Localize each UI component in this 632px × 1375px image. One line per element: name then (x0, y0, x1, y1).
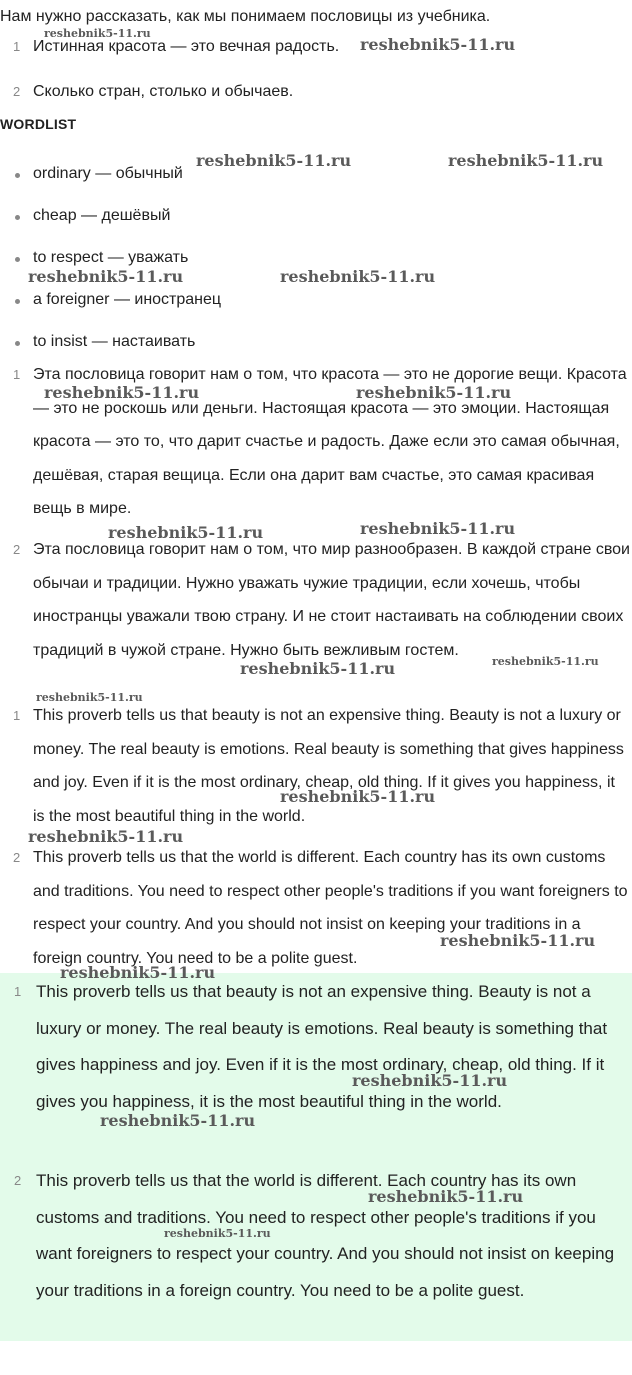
proverb-list (0, 27, 632, 108)
answer-item (0, 533, 632, 667)
bullet-icon (15, 341, 20, 346)
watermark: reshebnik5-11.ru (448, 151, 604, 170)
english-answer-list (0, 699, 632, 833)
highlighted-answer-list (0, 974, 632, 1120)
highlighted-answer-list (0, 1163, 632, 1309)
intro-text: Нам нужно рассказать, как мы понимаем пословицы из учебника. (0, 8, 491, 25)
item-number: 1 (14, 984, 22, 999)
watermark: reshebnik5-11.ru (44, 27, 151, 40)
bullet-icon (15, 257, 20, 262)
watermark: reshebnik5-11.ru (28, 267, 184, 286)
watermark: reshebnik5-11.ru (28, 827, 184, 846)
answer-text: This proverb tells us that beauty is not an expensive thing. Beauty is not a luxury or money. The real beauty is emotions. Real beauty is something that gives happiness and joy. Even if it is the most ordinary, cheap, old thing. If it gives you happiness, it is the most beautiful thing in the world. (36, 982, 608, 1111)
bullet-icon (15, 215, 20, 220)
watermark: reshebnik5-11.ru (492, 655, 599, 668)
answer-item (0, 699, 632, 833)
wordlist-text: to respect — уважать (33, 249, 189, 266)
item-number: 2 (13, 850, 21, 865)
watermark: reshebnik5-11.ru (100, 1111, 256, 1130)
wordlist-text: a foreigner — иностранец (33, 291, 222, 308)
watermark: reshebnik5-11.ru (280, 267, 436, 286)
item-number: 2 (14, 1173, 22, 1188)
watermark: reshebnik5-11.ru (440, 931, 596, 950)
wordlist-item (0, 282, 632, 324)
answer-text: This proverb tells us that beauty is not an expensive thing. Beauty is not a luxury or money. The real beauty is emotions. Real beauty is something that gives happiness and joy. Even if it is the most ordinary, cheap, old thing. If it gives you happiness, it is the most beautiful thing in the world. (33, 707, 624, 825)
answer-text: This proverb tells us that the world is different. Each country has its own customs and traditions. You need to respect other people's traditions if you want foreigners to respect your country. And you should not insist on keeping your traditions in a foreign country. You need to be a polite guest. (36, 1171, 615, 1300)
wordlist-item (0, 198, 632, 240)
watermark: reshebnik5-11.ru (36, 691, 143, 704)
answer-text: Эта пословица говорит нам о том, что мир разнообразен. В каждой стране свои обычаи и традиции. Нужно уважать чужие традиции, если хочешь, чтобы иностранцы уважали твою страну. И не стоит настаивать на соблюдении своих традиций в чужой стране. Нужно быть вежливым гостем. (33, 541, 630, 659)
watermark: reshebnik5-11.ru (196, 151, 352, 170)
bullet-icon (15, 299, 20, 304)
proverb-text: Сколько стран, столько и обычаев. (33, 82, 294, 100)
watermark: reshebnik5-11.ru (164, 1227, 271, 1240)
answer-item (0, 1163, 632, 1309)
wordlist-text: cheap — дешёвый (33, 207, 171, 224)
wordlist-heading: WORDLIST (0, 116, 77, 132)
item-number: 1 (13, 39, 21, 54)
item-number: 2 (13, 83, 21, 99)
watermark: reshebnik5-11.ru (240, 659, 396, 678)
watermark: reshebnik5-11.ru (360, 35, 516, 54)
russian-answer-list (0, 533, 632, 667)
answer-text: Эта пословица говорит нам о том, что красота — это не дорогие вещи. Красота — это не роскошь или деньги. Настоящая красота — это эмоции. Настоящая красота — это то, что дарит счастье и радость. Даже если это самая обычная, дешёвая, старая вещица. Если она дарит вам счастье, это самая красивая вещь в мире. (33, 366, 627, 517)
answer-text: This proverb tells us that the world is different. Each country has its own customs and traditions. You need to respect other people's traditions if you want foreigners to respect your country. And you should not insist on keeping your traditions in a foreign country. You need to be a polite guest. (33, 849, 628, 967)
watermark: reshebnik5-11.ru (368, 1187, 524, 1206)
answer-item (0, 841, 632, 975)
watermark: reshebnik5-11.ru (356, 383, 512, 402)
watermark: reshebnik5-11.ru (360, 519, 516, 538)
watermark: reshebnik5-11.ru (60, 963, 216, 982)
watermark: reshebnik5-11.ru (280, 787, 436, 806)
watermark: reshebnik5-11.ru (44, 383, 200, 402)
proverb-item (0, 75, 632, 109)
item-number: 1 (13, 367, 21, 382)
english-answer-list (0, 841, 632, 975)
watermark: reshebnik5-11.ru (108, 523, 264, 542)
wordlist (0, 156, 632, 366)
wordlist-text: to insist — настаивать (33, 333, 196, 350)
bullet-icon (15, 173, 20, 178)
proverb-text: Истинная красота — это вечная радость. (33, 38, 340, 55)
answer-item (0, 974, 632, 1120)
watermark: reshebnik5-11.ru (352, 1071, 508, 1090)
wordlist-text: ordinary — обычный (33, 165, 183, 182)
item-number: 1 (13, 708, 21, 723)
item-number: 2 (13, 542, 21, 557)
